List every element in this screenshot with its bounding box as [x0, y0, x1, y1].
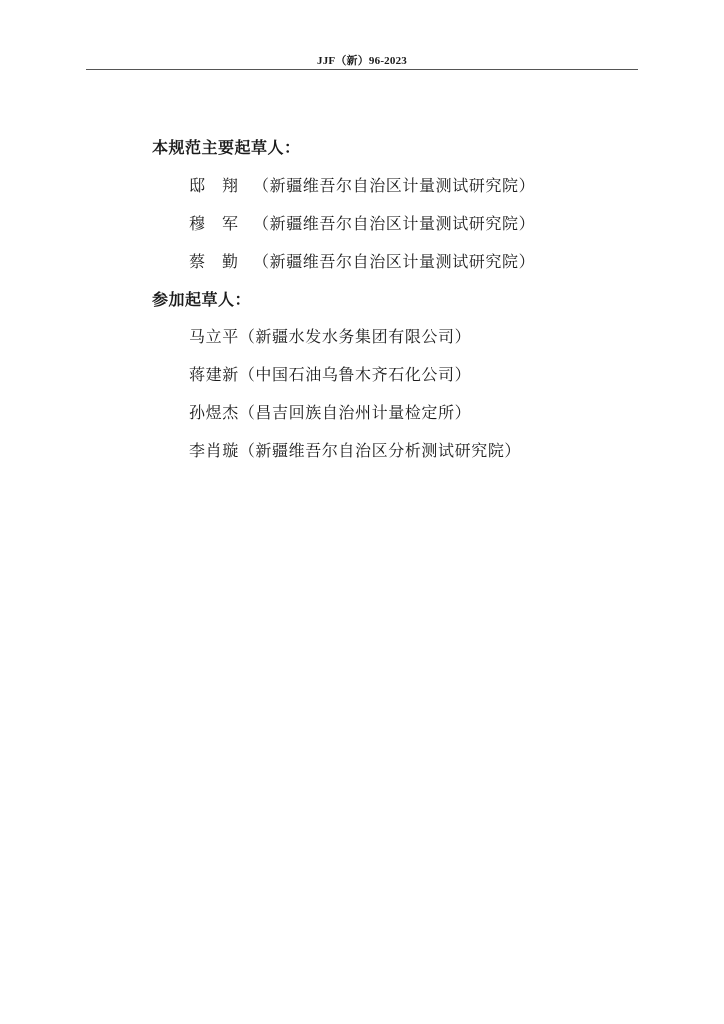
- drafter-name-char: 翔: [222, 176, 239, 195]
- main-drafter-entry: [189, 211, 535, 234]
- drafter-org: （新疆维吾尔自治区分析测试研究院）: [238, 441, 522, 460]
- participating-drafter-entry: [189, 362, 471, 385]
- drafter-name: [189, 249, 253, 272]
- drafter-org: （新疆维吾尔自治区计量测试研究院）: [253, 252, 536, 271]
- drafter-name-char: 邸: [189, 176, 206, 195]
- participating-drafter-entry: [189, 400, 471, 423]
- participating-drafter-entry: [189, 324, 471, 347]
- drafter-name-char: 军: [222, 214, 239, 233]
- drafter-name: [189, 173, 253, 196]
- drafter-org: （新疆水发水务集团有限公司）: [238, 327, 472, 346]
- participating-drafters-title: 参加起草人：: [152, 290, 252, 309]
- drafter-org: （中国石油乌鲁木齐石化公司）: [238, 365, 472, 384]
- drafter-name: [189, 211, 253, 234]
- main-drafter-entry: [189, 249, 535, 272]
- main-drafter-entry: [189, 173, 535, 196]
- drafter-name-char: 穆: [189, 214, 206, 233]
- drafter-name: 李肖璇: [189, 441, 239, 460]
- drafter-name: 蒋建新: [189, 365, 239, 384]
- drafter-name: 孙煜杰: [189, 403, 239, 422]
- drafter-name-char: 勤: [222, 252, 239, 271]
- drafter-name: 马立平: [189, 327, 239, 346]
- header-rule: [86, 69, 638, 70]
- drafter-org: （新疆维吾尔自治区计量测试研究院）: [253, 176, 536, 195]
- drafter-org: （新疆维吾尔自治区计量测试研究院）: [253, 214, 536, 233]
- main-drafters-title: 本规范主要起草人：: [152, 138, 301, 157]
- drafter-org: （昌吉回族自治州计量检定所）: [238, 403, 472, 422]
- document-code-header: JJF（新）96-2023: [317, 55, 407, 67]
- drafter-name-char: 蔡: [189, 252, 206, 271]
- participating-drafter-entry: [189, 438, 521, 461]
